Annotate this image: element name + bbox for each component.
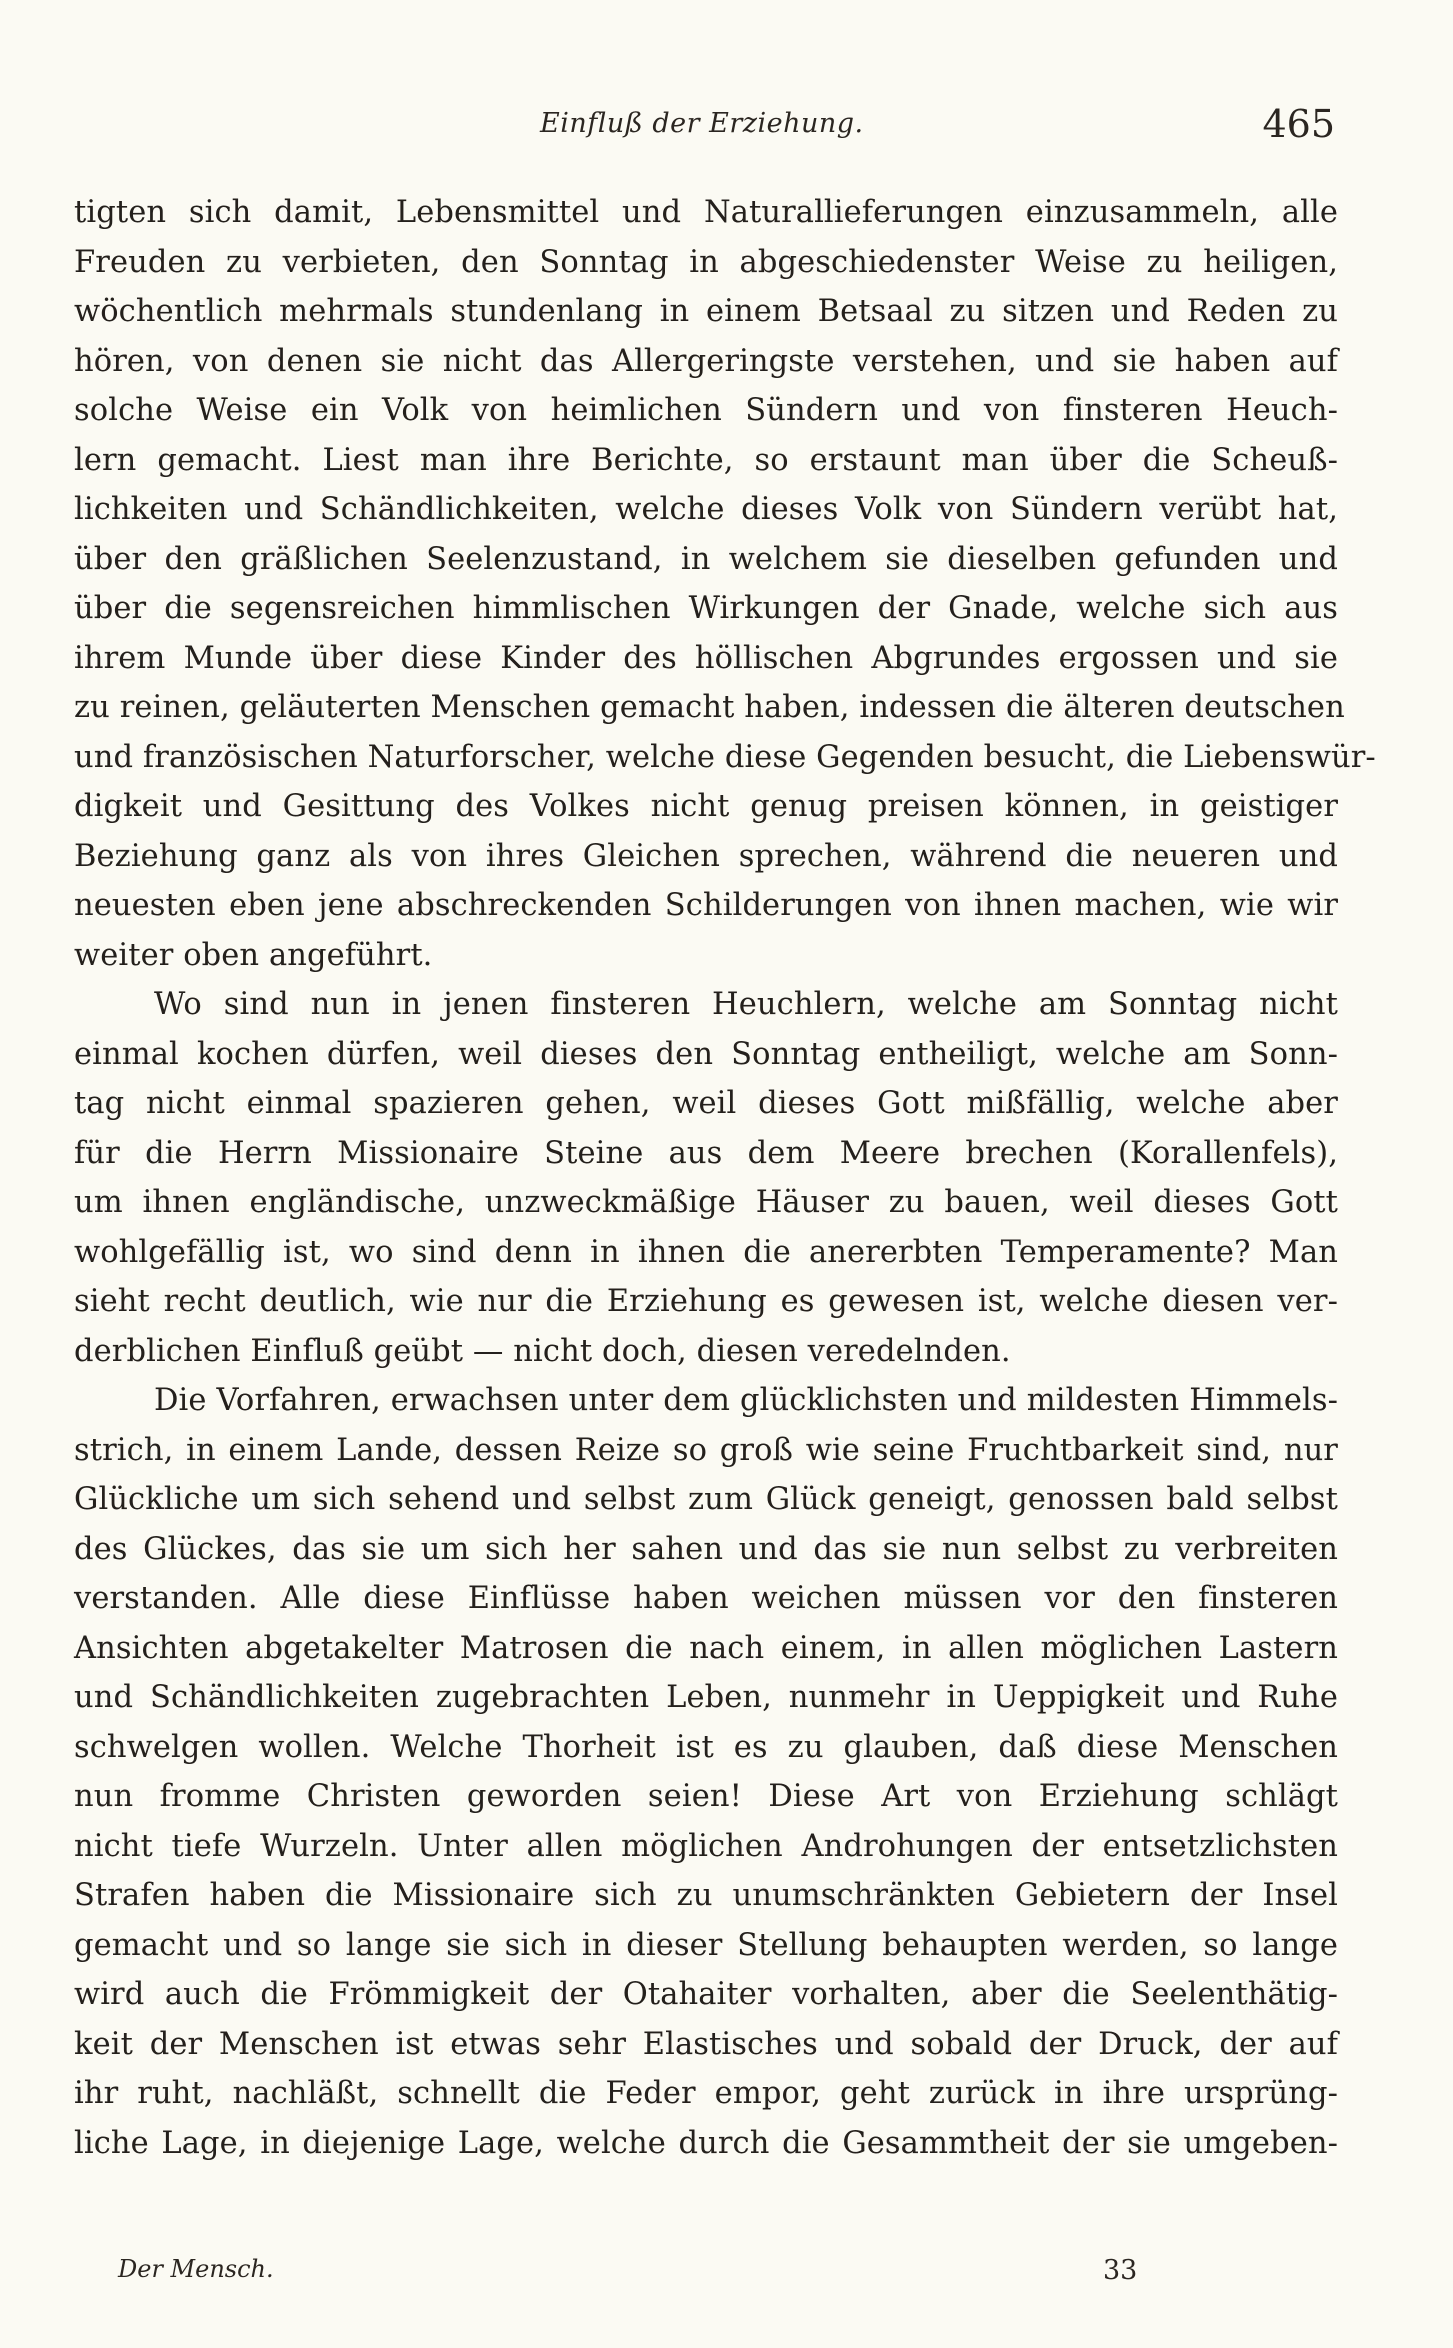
text-line: wöchentlich mehrmals stundenlang in einem Betsaal zu sitzen und Reden zu [74, 294, 1338, 329]
body-text [74, 188, 1376, 2168]
text-line: tag nicht einmal spazieren gehen, weil dieses Gott mißfällig, welche aber [74, 1086, 1338, 1121]
text-line: Die Vorfahren, erwachsen unter dem glücklichsten und mildesten Himmels- [154, 1383, 1338, 1418]
signature-label: Der Mensch. [118, 2255, 274, 2283]
text-line: für die Herrn Missionaire Steine aus dem Meere brechen (Korallenfels), [74, 1135, 1338, 1171]
text-line: und französischen Naturforscher, welche diese Gegenden besucht, die Liebenswür- [74, 739, 1376, 775]
text-line: schwelgen wollen. Welche Thorheit ist es zu glauben, daß diese Menschen [74, 1729, 1338, 1765]
text-line: lern gemacht. Liest man ihre Berichte, so erstaunt man über die Scheuß- [74, 442, 1338, 478]
text-line: ihr ruht, nachläßt, schnellt die Feder empor, geht zurück in ihre ursprüng- [74, 2076, 1338, 2111]
text-line: wird auch die Frömmigkeit der Otahaiter vorhalten, aber die Seelenthätig- [74, 1977, 1338, 2012]
text-line: Glückliche um sich sehend und selbst zum Glück geneigt, genossen bald selbst [74, 1482, 1338, 1517]
text-line: keit der Menschen ist etwas sehr Elastisches und sobald der Druck, der auf [74, 2026, 1338, 2062]
text-line: des Glückes, das sie um sich her sahen und das sie nun selbst zu verbreiten [74, 1531, 1338, 1567]
text-line: sieht recht deutlich, wie nur die Erziehung es gewesen ist, welche diesen ver- [74, 1284, 1338, 1319]
text-line: um ihnen engländische, unzweckmäßige Häuser zu bauen, weil dieses Gott [74, 1185, 1338, 1220]
text-line: neuesten eben jene abschreckenden Schilderungen von ihnen machen, wie wir [74, 888, 1338, 923]
text-line: Ansichten abgetakelter Matrosen die nach einem, in allen möglichen Lastern [74, 1630, 1338, 1666]
text-line: Freuden zu verbieten, den Sonntag in abgeschiedenster Weise zu heiligen, [74, 244, 1338, 280]
text-line: derblichen Einfluß geübt — nicht doch, diesen veredelnden. [74, 1333, 1011, 1369]
text-line: hören, von denen sie nicht das Allergeringste verstehen, und sie haben auf [74, 343, 1338, 379]
text-line: verstanden. Alle diese Einflüsse haben weichen müssen vor den finsteren [74, 1581, 1338, 1616]
text-line: weiter oben angeführt. [74, 937, 433, 973]
page-footer [0, 2255, 1453, 2295]
text-line: und Schändlichkeiten zugebrachten Leben, nunmehr in Ueppigkeit und Ruhe [74, 1680, 1338, 1715]
text-line: strich, in einem Lande, dessen Reize so groß wie seine Fruchtbarkeit sind, nur [74, 1432, 1338, 1468]
text-line: einmal kochen dürfen, weil dieses den Sonntag entheiligt, welche am Sonn- [74, 1036, 1338, 1072]
text-line: Strafen haben die Missionaire sich zu unumschränkten Gebietern der Insel [74, 1878, 1338, 1913]
text-line: Wo sind nun in jenen finsteren Heuchlern, welche am Sonntag nicht [154, 987, 1338, 1022]
text-line: über die segensreichen himmlischen Wirkungen der Gnade, welche sich aus [74, 591, 1338, 626]
running-head: Einfluß der Erziehung. [540, 108, 864, 139]
text-line: gemacht und so lange sie sich in dieser Stellung behaupten werden, so lange [74, 1927, 1338, 1963]
text-line: lichkeiten und Schändlichkeiten, welche dieses Volk von Sündern verübt hat, [74, 492, 1338, 527]
text-line: liche Lage, in diejenige Lage, welche durch die Gesammtheit der sie umgeben- [74, 2125, 1338, 2161]
text-line: solche Weise ein Volk von heimlichen Sündern und von finsteren Heuch- [74, 393, 1338, 428]
text-line: über den gräßlichen Seelenzustand, in welchem sie dieselben gefunden und [74, 541, 1338, 577]
text-line: nicht tiefe Wurzeln. Unter allen möglichen Androhungen der entsetzlichsten [74, 1828, 1338, 1864]
text-line: nun fromme Christen geworden seien! Diese Art von Erziehung schlägt [74, 1779, 1338, 1814]
text-line: wohlgefällig ist, wo sind denn in ihnen die anererbten Temperamente? Man [74, 1234, 1338, 1270]
text-line: Beziehung ganz als von ihres Gleichen sprechen, während die neueren und [74, 838, 1338, 874]
text-line: tigten sich damit, Lebensmittel und Naturallieferungen einzusammeln, alle [74, 195, 1338, 230]
text-line: digkeit und Gesittung des Volkes nicht genug preisen können, in geistiger [74, 789, 1338, 824]
page-number: 465 [1262, 102, 1335, 146]
text-line: zu reinen, geläuterten Menschen gemacht haben, indessen die älteren deutschen [74, 690, 1345, 725]
text-line: ihrem Munde über diese Kinder des höllischen Abgrundes ergossen und sie [74, 640, 1338, 676]
signature-mark: 33 [1103, 2255, 1138, 2286]
